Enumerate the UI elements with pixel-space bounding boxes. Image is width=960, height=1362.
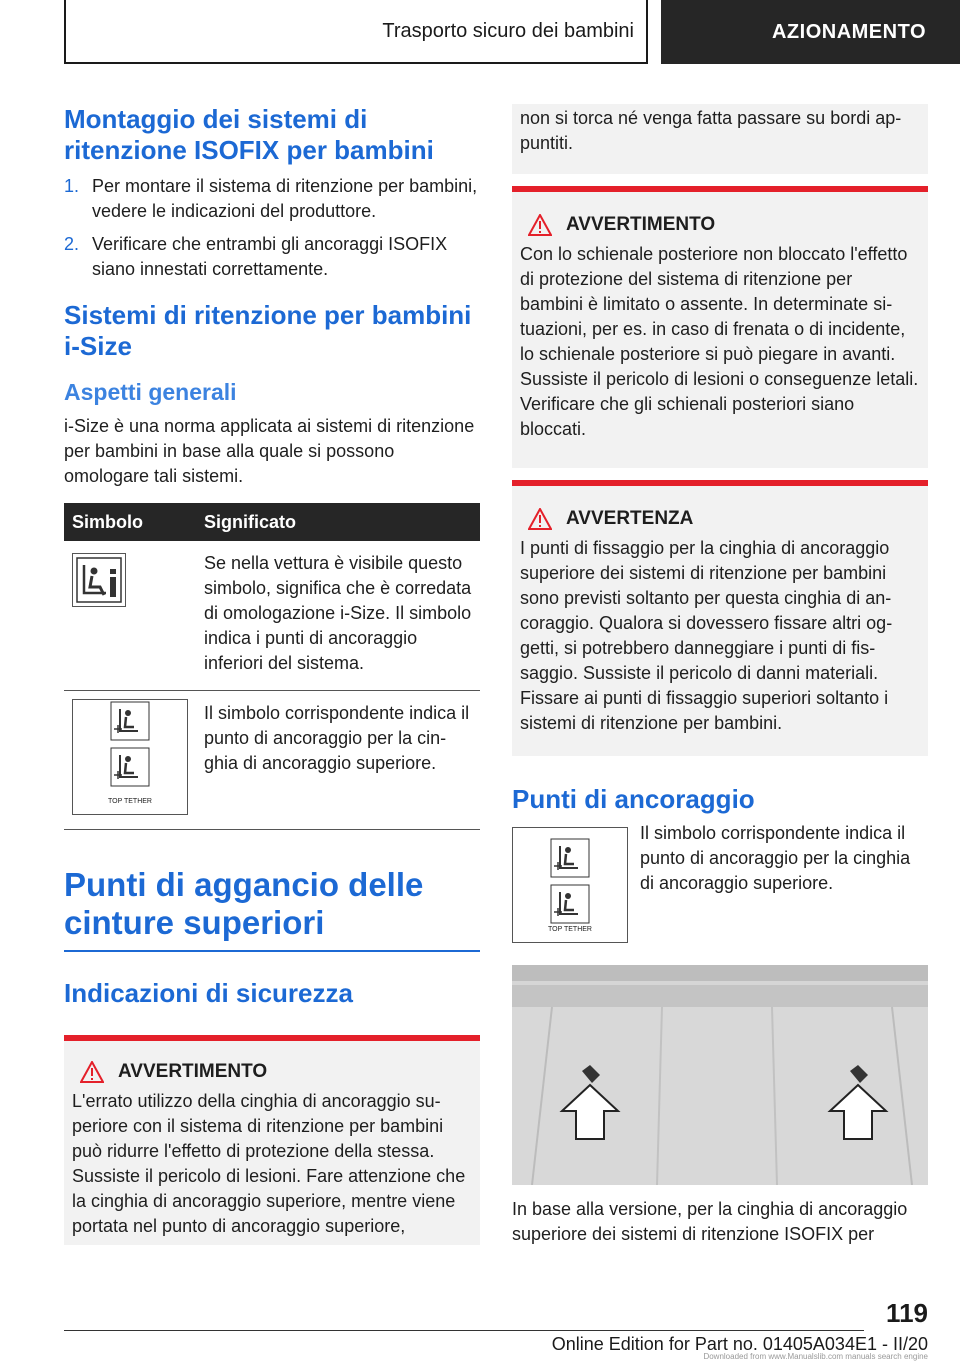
warning-triangle-icon bbox=[528, 508, 552, 530]
trunk-anchor-photo bbox=[512, 965, 928, 1185]
symbol-table bbox=[64, 503, 480, 830]
warning-triangle-icon bbox=[80, 1061, 104, 1083]
warning-triangle-icon bbox=[528, 214, 552, 236]
footer-rule bbox=[64, 1330, 864, 1331]
top-tether-label: TOP TETHER bbox=[108, 797, 152, 805]
warning-box bbox=[64, 1035, 480, 1245]
table-cell-meaning: Il simbolo corrispondente indica il punto di ancoraggio per la cinghia di ancoraggio superiore. bbox=[196, 691, 480, 830]
warning-text: non si torca né venga fatta passare su bordi appuntiti. bbox=[520, 108, 902, 153]
page-number: 119 bbox=[886, 1298, 928, 1328]
warning-text: Con lo schienale posteriore non bloccato l'effetto di protezione del sistema di ritenzione per bambini è limitato o assente. In determinate situazioni, per es. in caso di frenata o di incidente, lo schienale posteriore si può piegare in avanti. Sussiste il pericolo di lesioni o conseguenze letali. Verificare che gli schienali posteriori siano bloccati. bbox=[520, 244, 919, 439]
step-text: Per montare il sistema di ritenzione per bambini, vedere le indicazioni del produttore. bbox=[92, 176, 478, 221]
step-item bbox=[64, 232, 480, 282]
section-header bbox=[64, 0, 648, 64]
table-cell-meaning: Se nella vettura è visibile questo simbolo, significa che è corredata di omologazione i-Size. Il simbolo indica i punti di ancoraggio inferiori del sistema. bbox=[196, 541, 480, 691]
warning-title: AVVERTIMENTO bbox=[118, 1061, 268, 1082]
general-text: i-Size è una norma applicata ai sistemi di ritenzione per bambini in base alla quale si possono omologare tali sistemi. bbox=[64, 416, 475, 486]
step-text: Verificare che entrambi gli ancoraggi ISOFIX siano innestati correttamente. bbox=[92, 234, 448, 279]
anchor-text: Il simbolo corrispondente indica il punto di ancoraggio per la cinghia di ancoraggio superiore. bbox=[640, 823, 911, 893]
top-tether-symbol-icon bbox=[72, 699, 188, 815]
left-column bbox=[64, 104, 480, 1245]
anchor-heading: Punti di ancoraggio bbox=[512, 784, 755, 814]
chapter-heading: Punti di aggancio delle cinture superiori bbox=[64, 866, 424, 941]
isofix-heading: Montaggio dei sistemi di ritenzione ISOFIX per bambini bbox=[64, 104, 434, 165]
table-header-symbol: Simbolo bbox=[64, 503, 196, 541]
chapter-title: AZIONAMENTO bbox=[771, 20, 926, 43]
edition-text: Online Edition for Part no. 01405A034E1 - II/20 bbox=[551, 1334, 928, 1354]
warning-text: L'errato utilizzo della cinghia di ancoraggio superiore con il sistema di ritenzione per bambini può ridurre l'effetto di protezione della stessa. Sussiste il pericolo di lesioni. Fare attenzione che la cinghia di ancoraggio superiore, mentre viene portata nel punto di ancoraggio superiore, bbox=[72, 1091, 466, 1236]
top-tether-label: TOP TETHER bbox=[548, 925, 592, 933]
notice-box bbox=[512, 480, 928, 756]
chapter-heading-underline bbox=[64, 950, 480, 952]
warning-title: AVVERTIMENTO bbox=[566, 214, 716, 235]
anchor-section bbox=[512, 823, 928, 943]
table-row bbox=[64, 691, 480, 830]
chapter-tab bbox=[661, 0, 960, 64]
isize-heading: Sistemi di ritenzione per bambini i-Size bbox=[64, 300, 472, 361]
safety-heading: Indicazioni di sicurezza bbox=[64, 978, 353, 1008]
section-title: Trasporto sicuro dei bambini bbox=[382, 19, 634, 42]
right-column bbox=[512, 104, 928, 1247]
general-heading: Aspetti generali bbox=[64, 379, 237, 405]
isize-symbol-icon bbox=[72, 553, 126, 607]
table-row bbox=[64, 541, 480, 691]
step-item bbox=[64, 174, 480, 224]
table-header-meaning: Significato bbox=[196, 503, 480, 541]
watermark-text: Downloaded from www.Manualslib.com manuals search engine bbox=[703, 1352, 928, 1361]
bottom-text: In base alla versione, per la cinghia di ancoraggio superiore dei sistemi di ritenzione ISOFIX per bbox=[512, 1199, 908, 1244]
top-tether-symbol-icon bbox=[512, 827, 628, 943]
warning-box-continued bbox=[512, 104, 928, 174]
warning-box bbox=[512, 186, 928, 468]
notice-title: AVVERTENZA bbox=[566, 508, 694, 529]
step-number: 2. bbox=[64, 234, 80, 254]
notice-text: I punti di fissaggio per la cinghia di ancoraggio superiore dei sistemi di ritenzione per bambini sono previsti soltanto per questa cinghia di ancoraggio. Qualora si dovessero fissare altri oggetti, si potrebbero danneggiare i punti di fissaggio. Sussiste il pericolo di danni materiali. Fissare ai punti di fissaggio superiori soltanto i sistemi di ritenzione per bambini. bbox=[520, 538, 893, 733]
step-number: 1. bbox=[64, 176, 80, 196]
isofix-steps bbox=[64, 174, 480, 282]
